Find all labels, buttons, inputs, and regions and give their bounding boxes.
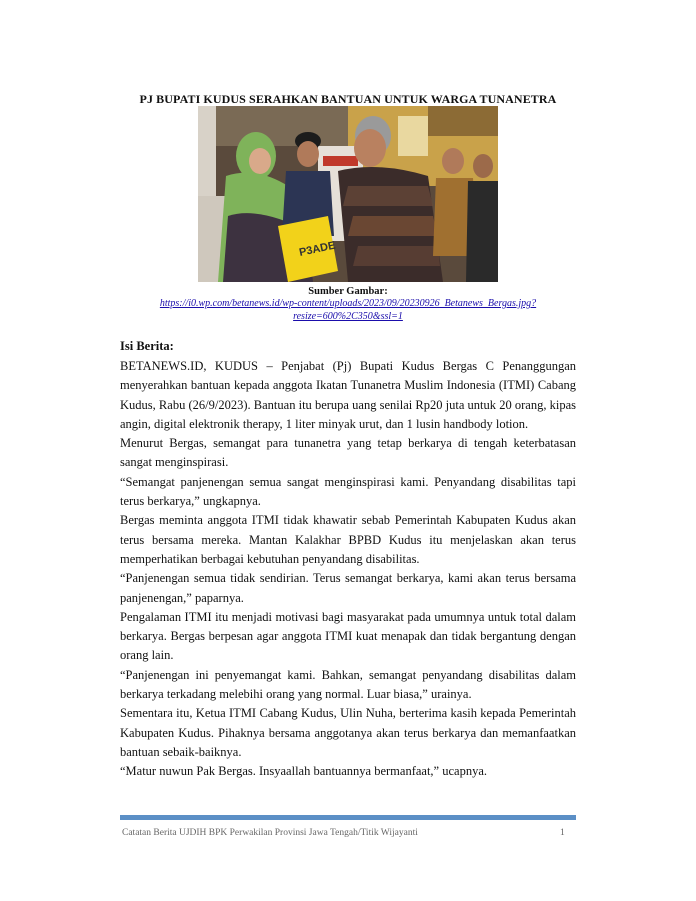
- news-photo: [198, 106, 498, 282]
- page-number: 1: [560, 828, 565, 838]
- paragraph: Sementara itu, Ketua ITMI Cabang Kudus, Ulin Nuha, berterima kasih kepada Pemerintah Kabupaten Kudus. Pihaknya bersama anggotanya akan terus berkarya dan memanfaatkan bantuan sebaik-baiknya.: [120, 706, 576, 759]
- section-heading: Isi Berita:: [120, 339, 174, 353]
- article-body: [120, 357, 576, 782]
- paragraph: BETANEWS.ID, KUDUS – Penjabat (Pj) Bupati Kudus Bergas C Penanggungan menyerahkan bantuan kepada anggota Ikatan Tunanetra Muslim Indonesia (ITMI) Cabang Kudus, Rabu (26/9/2023). Bantuan itu berupa uang senilai Rp20 juta untuk 20 orang, kipas angin, digital elektronik therapy, 1 liter minyak urut, dan 1 lusin handbody lotion.: [120, 359, 576, 431]
- paragraph: “Matur nuwun Pak Bergas. Insyaallah bantuannya bermanfaat,” ucapnya.: [120, 764, 487, 779]
- footer-text: Catatan Berita UJDIH BPK Perwakilan Provinsi Jawa Tengah/Titik Wijayanti: [122, 828, 418, 838]
- footer-divider-bar: [120, 815, 576, 820]
- paragraph: Menurut Bergas, semangat para tunanetra yang tetap berkarya di tengah keterbatasan sangat menginspirasi.: [120, 436, 576, 470]
- image-source-link[interactable]: https://i0.wp.com/betanews.id/wp-content/uploads/2023/09/20230926_Betanews_Bergas.jpg?resize=600%2C350&ssl=1: [159, 298, 537, 322]
- image-caption-label: Sumber Gambar:: [308, 286, 388, 297]
- paragraph: “Panjenengan ini penyemangat kami. Bahkan, semangat penyandang disabilitas dalam berkarya terkadang melebihi orang yang normal. Luar biasa,” urainya.: [120, 667, 576, 702]
- paragraph: “Panjenengan semua tidak sendirian. Terus semangat berkarya, kami akan terus bersama panjenengan,” paparnya.: [120, 571, 576, 605]
- paragraph: Pengalaman ITMI itu menjadi motivasi bagi masyarakat pada umumnya untuk total dalam berkarya. Bergas berpesan agar anggota ITMI kuat menapak dan tidak bergantung dengan orang lain.: [120, 609, 576, 663]
- article-title: PJ BUPATI KUDUS SERAHKAN BANTUAN UNTUK WARGA TUNANETRA: [139, 92, 557, 106]
- paragraph: “Semangat panjenengan semua sangat menginspirasi kami. Penyandang disabilitas tapi terus berkarya,” ungkapnya.: [120, 474, 576, 509]
- bag-text: P3ADE: [298, 239, 337, 259]
- paragraph: Bergas meminta anggota ITMI tidak khawatir sebab Pemerintah Kabupaten Kudus akan terus bersama mereka. Mantan Kalakhar BPBD Kudus itu menjelaskan akan terus memperhatikan berbagai kebutuhan penyandang disabilitas.: [120, 513, 576, 566]
